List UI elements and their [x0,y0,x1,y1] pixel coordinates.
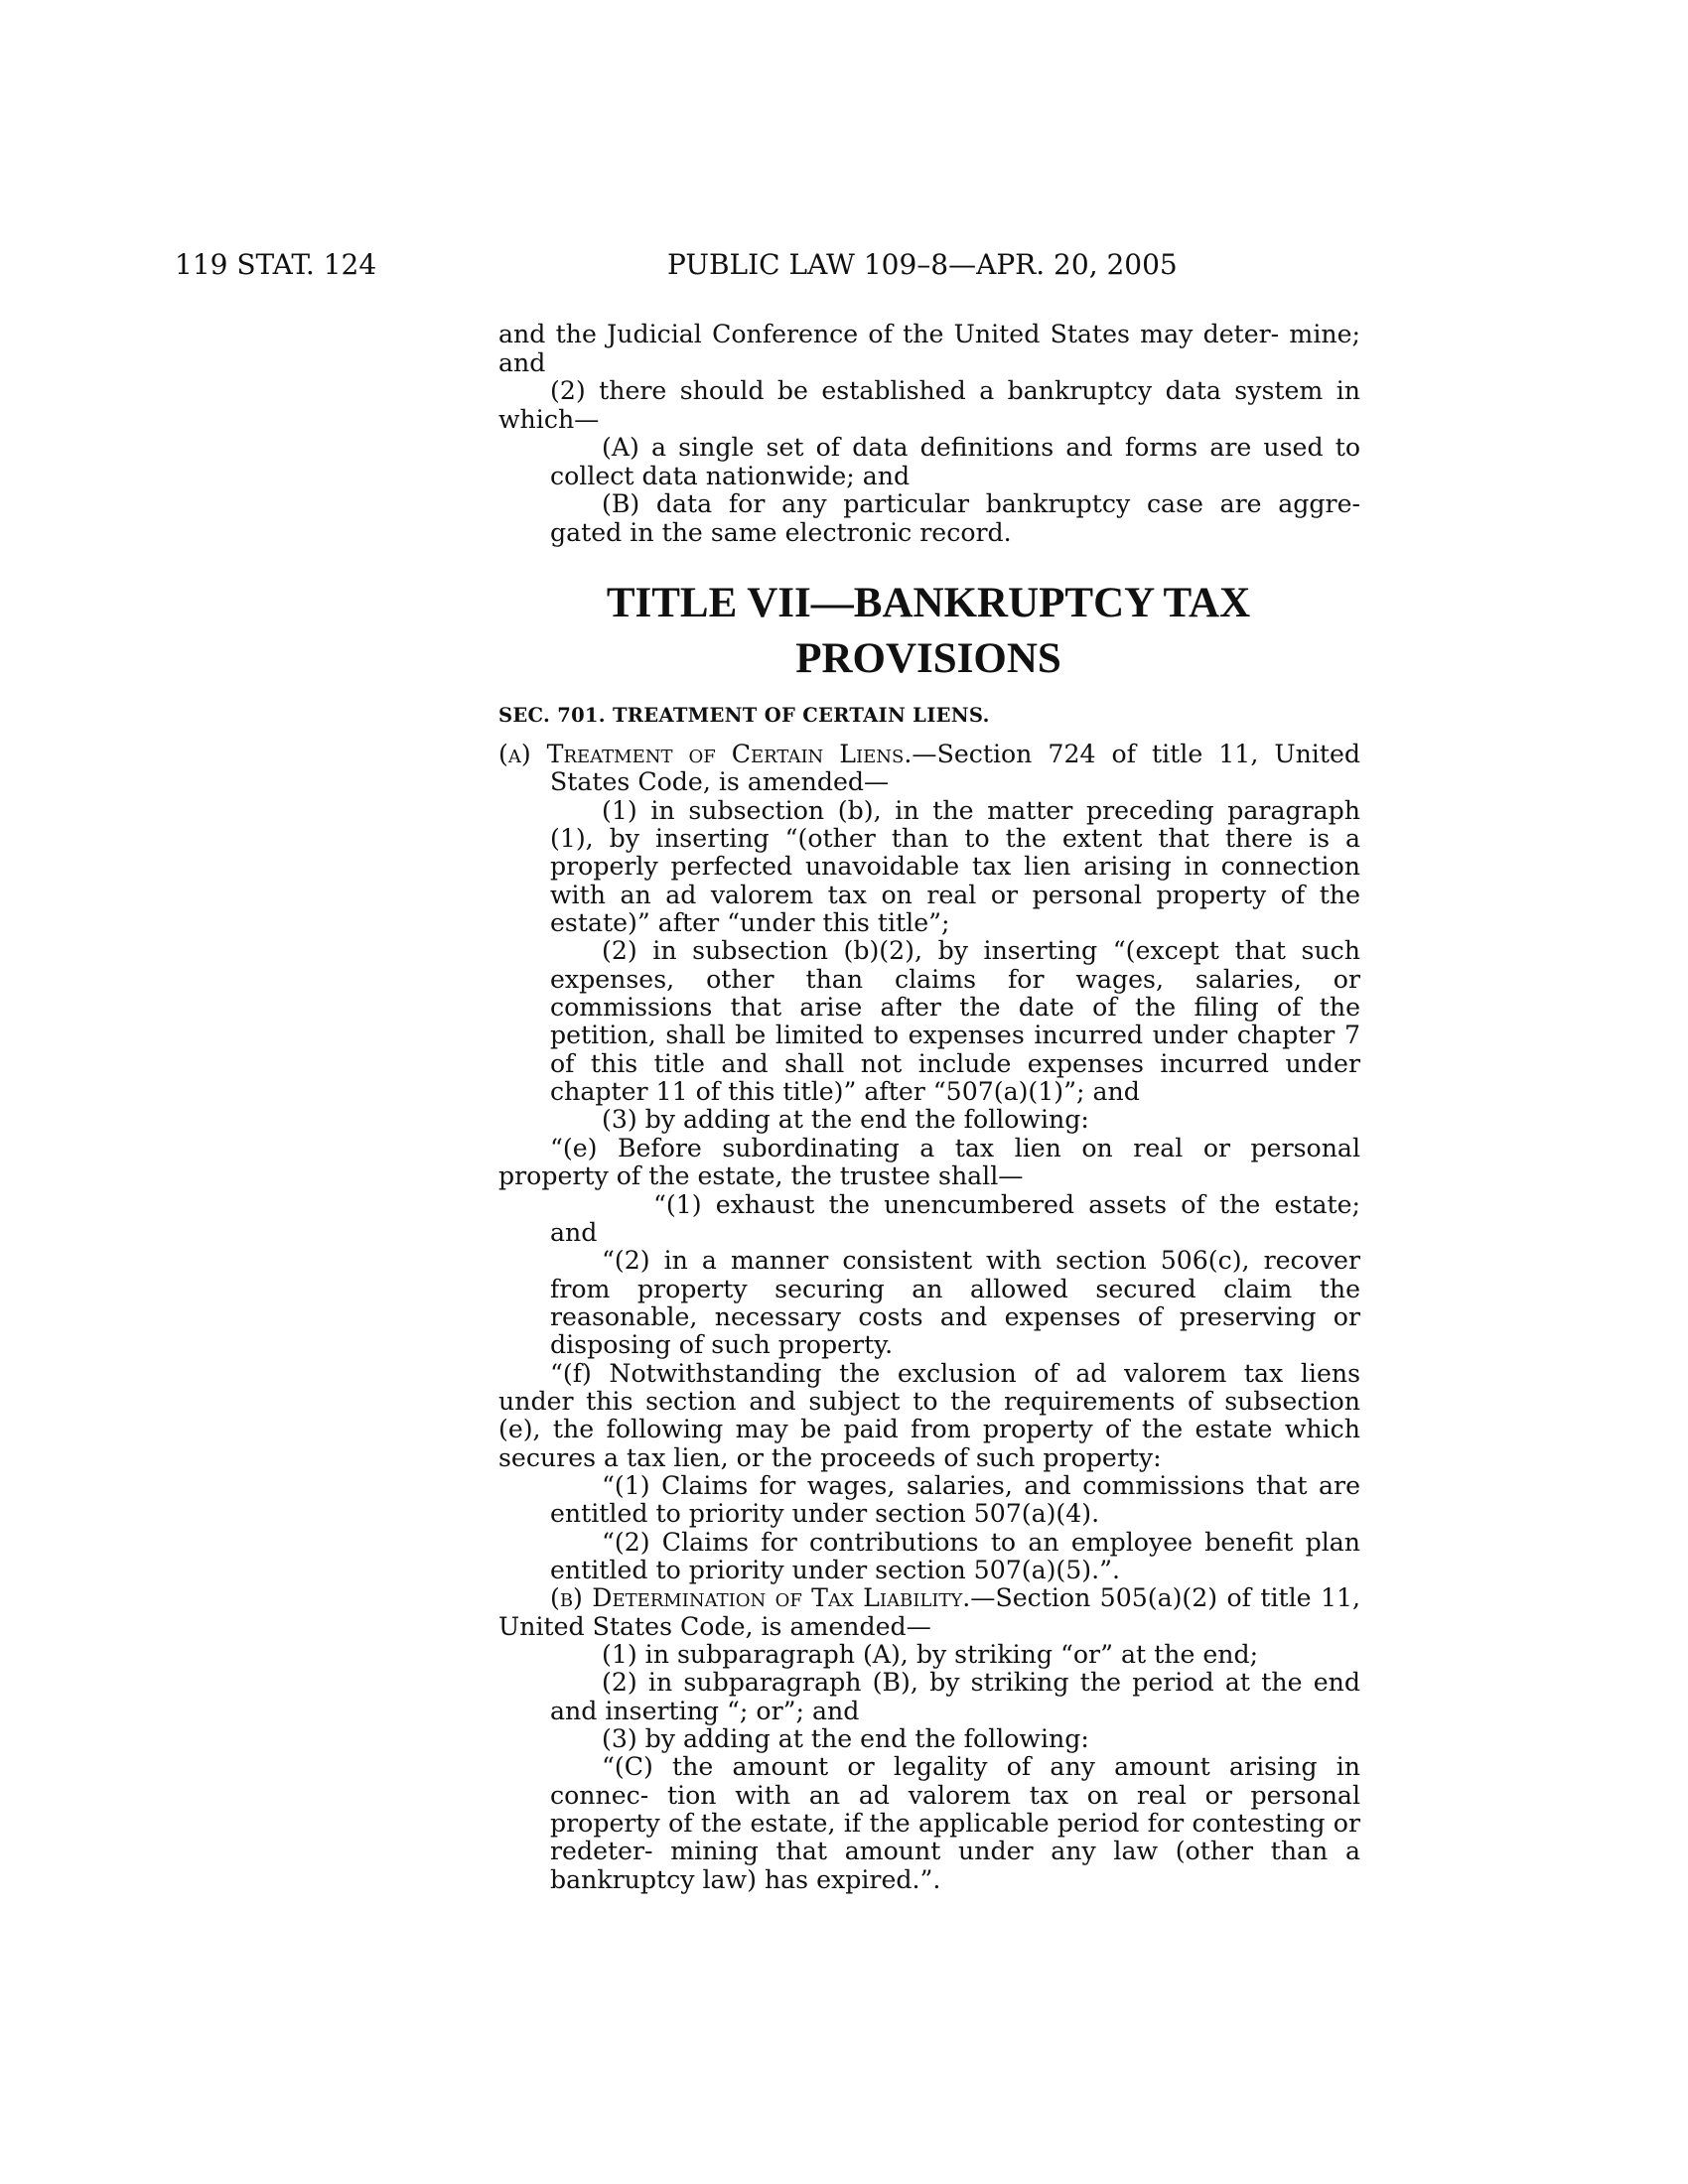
section-heading: SEC. 701. TREATMENT OF CERTAIN LIENS. [498,704,990,727]
subsection-a-text: —Section 724 of title 11, United States Code, is amended— [550,740,1361,797]
paragraph: (1) in subsection (b), in the matter preceding paragraph (1), by inserting “(other than to the extent that there is a properly perfected unavoidable tax lien arising in connection with an ad valorem tax on real or personal property of the estate)” after “under this title”; [550,795,1360,938]
paragraph: and the Judicial Conference of the United States may deter- mine; and [498,320,1360,377]
subsection-b [498,1584,1360,1641]
paragraph: (1) in subparagraph (A), by striking “or” at the end; [602,1640,1259,1669]
paragraph: “(2) in a manner consistent with section 506(c), recover from property securing an allowed secured claim the reasonable, necessary costs and expenses of preserving or disposing of such property. [550,1246,1360,1360]
paragraph: “(f) Notwithstanding the exclusion of ad valorem tax liens under this section and subject to the requirements of subsection (e), the following may be paid from property of the estate which secures a tax lien, or the proceeds of such property: [498,1358,1360,1472]
paragraph: (2) there should be established a bankruptcy data system in which— [498,376,1360,434]
subsection-b-text: —Section 505(a)(2) of title 11, United States Code, is amended— [498,1583,1360,1641]
running-header [0,248,1688,288]
section-body [498,741,1360,1894]
paragraph: (3) by adding at the end the following: [602,1105,1089,1135]
paragraph: (2) in subsection (b)(2), by inserting “(except that such expenses, other than claims for wages, salaries, or commissions that arise after the date of the filing of the petition, shall be limited to expenses incurred under chapter 7 of this title and shall not include expenses incurred under chapter 11 of this title)” after “507(a)(1)”; and [550,936,1360,1107]
intro-text [498,321,1360,547]
title-heading [397,576,1460,687]
paragraph: (A) a single set of data definitions and forms are used to collect data nationwide; and [550,433,1360,490]
quoted-subsection-e: “(e) Before subordinating a tax lien on real or personal property of the estate, the trustee shall— [498,1133,1360,1191]
paragraph: (3) by adding at the end the following: [602,1724,1089,1754]
subsection-a [498,741,1360,797]
subsection-b-label: (b) Determination of Tax Liability. [550,1583,971,1613]
paragraph: (2) in subparagraph (B), by striking the period at the end and inserting “; or”; and [550,1668,1360,1725]
paragraph: “(2) Claims for contributions to an employee benefit plan entitled to priority under section 507(a)(5).”. [550,1527,1360,1584]
paragraph: “(1) Claims for wages, salaries, and commissions that are entitled to priority under section 507(a)(4). [550,1470,1360,1529]
subsection-a-label: (a) Treatment of Certain Liens. [498,740,913,768]
title-line-2: PROVISIONS [795,635,1061,682]
paragraph [498,1135,1360,1191]
paragraph: (B) data for any particular bankruptcy case are aggre- gated in the same electronic record. [550,489,1360,547]
statute-page-number: 119 STAT. 124 [175,248,377,281]
title-line-1: TITLE VII—BANKRUPTCY TAX [606,580,1251,626]
paragraph: “(1) exhaust the unencumbered assets of the estate; and [550,1189,1360,1247]
paragraph: “(C) the amount or legality of any amount arising in connec- tion with an ad valorem tax on real or personal property of the estate, if the applicable period for contesting or redeter- mining that amount under any law (other than a bankruptcy law) has expired.”. [550,1752,1360,1894]
public-law-citation: PUBLIC LAW 109–8—APR. 20, 2005 [667,248,1178,281]
